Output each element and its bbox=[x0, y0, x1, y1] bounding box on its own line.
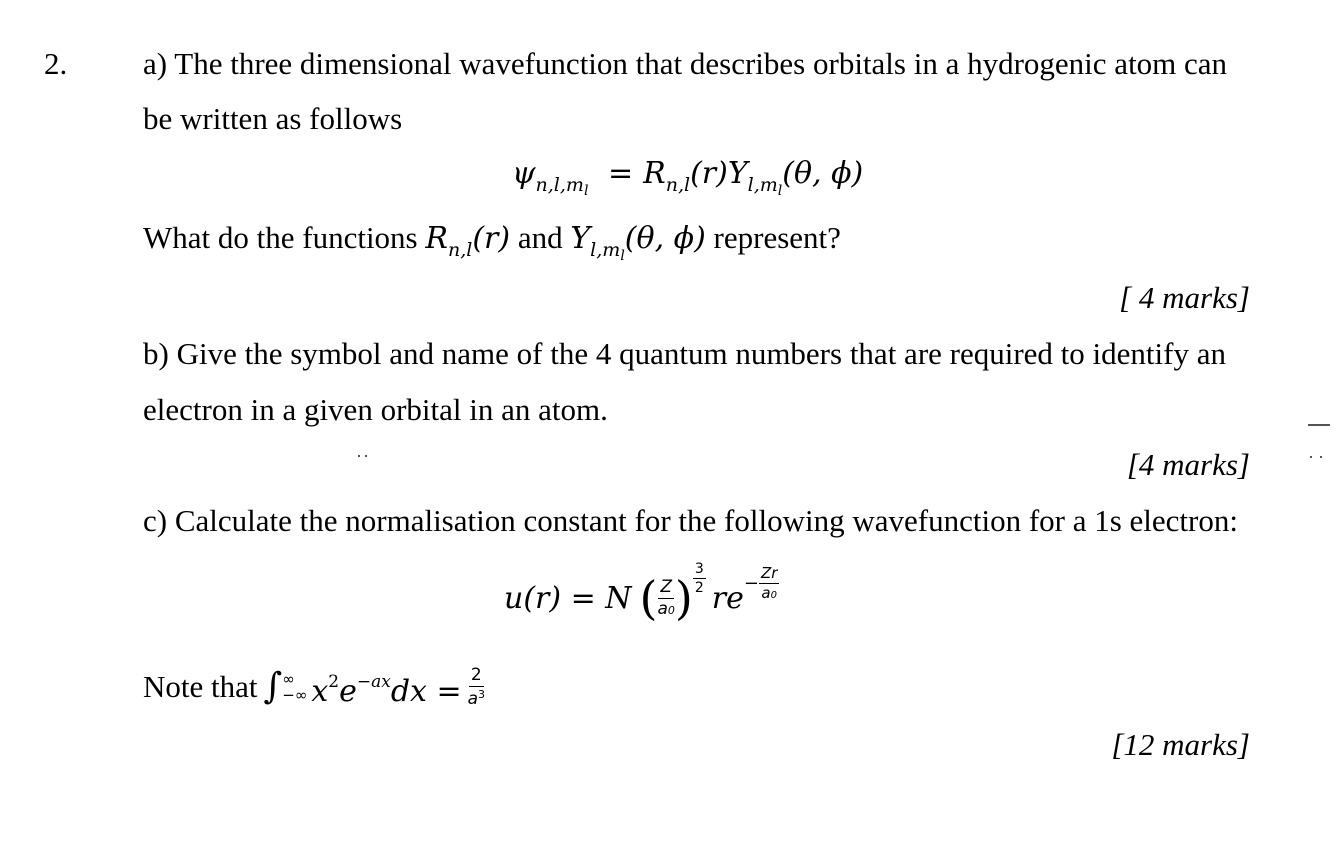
scan-mark bbox=[1320, 456, 1322, 458]
part-b-line-2: electron in a given orbital in an atom. bbox=[143, 392, 608, 427]
scan-mark bbox=[365, 455, 367, 457]
part-a-line-2: be written as follows bbox=[143, 101, 403, 136]
question-number: 2. bbox=[44, 46, 68, 81]
scan-mark bbox=[1308, 424, 1330, 426]
integral-note: Note that ∫ ∞ −∞ $x^2e^{-ax}dx$ = $\frac{2}{a^3}$ bbox=[143, 664, 486, 709]
wavefunction-1s-equation: u(r) = N ( $\frac{Z}{a0}$ ) $\frac{3}{2}$ re − $\frac{Zr}{a0}$ bbox=[504, 561, 778, 625]
scan-mark bbox=[1310, 456, 1312, 458]
scan-mark bbox=[358, 455, 360, 457]
part-c-line-1: c) Calculate the normalisation constant for the following wavefunction for a 1s electron: bbox=[143, 503, 1238, 538]
part-b-line-1: b) Give the symbol and name of the 4 quantum numbers that are required to identify an bbox=[143, 336, 1226, 371]
wavefunction-equation: $\psi_{n,l,m_l} = R_{n,l}(r)Y_{l,m_l}(\theta$, ϕ) bbox=[512, 156, 864, 199]
part-a-question: What do the functions $R_{n,l}(r)$ and $Y_{l,m_l}(\theta$, ϕ) represent? bbox=[143, 220, 841, 264]
part-a-line-1: a) The three dimensional wavefunction that describes orbitals in a hydrogenic atom can bbox=[143, 46, 1228, 81]
part-b-marks: [4 marks] bbox=[1126, 447, 1250, 482]
part-c-marks: [12 marks] bbox=[1111, 727, 1250, 762]
part-a-marks: [ 4 marks] bbox=[1119, 280, 1250, 315]
